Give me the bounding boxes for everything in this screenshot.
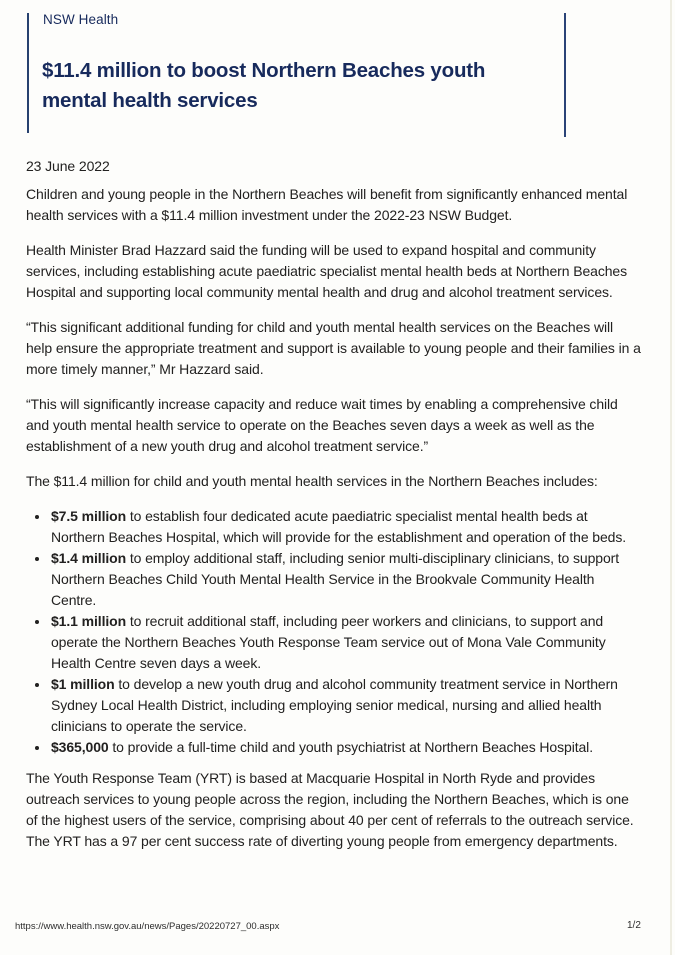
bullet-amount: $1.1 million	[51, 613, 127, 629]
header-left-rule	[27, 13, 29, 133]
bullet-text: to employ additional staff, including senior multi-disciplinary clinicians, to support Northern Beaches Child Youth Mental Health Service in the Brookvale Community Health Centre.	[51, 550, 620, 608]
header-right-rule	[564, 13, 566, 137]
date-line: 23 June 2022	[26, 158, 110, 174]
page-title: $11.4 million to boost Northern Beaches youth mental health services	[42, 59, 486, 112]
bullet-item	[50, 611, 642, 674]
bullet-amount: $365,000	[51, 739, 109, 755]
scan-edge-artifact	[670, 0, 672, 955]
footer-url: https://www.health.nsw.gov.au/news/Pages/20220727_00.aspx	[15, 921, 280, 932]
bullet-text: to provide a full-time child and youth psychiatrist at Northern Beaches Hospital.	[112, 739, 593, 755]
bullet-text: to establish four dedicated acute paediatric specialist mental health beds at Northern Beaches Hospital, which will provide for the establishment and operation of the beds.	[51, 508, 627, 545]
paragraph-quote-1: “This significant additional funding for child and youth mental health services on the Beaches will help ensure the appropriate treatment and support is available to young people and their families in a more timely manner,” Mr Hazzard said.	[26, 319, 641, 377]
article-body	[26, 156, 642, 866]
paragraph-minister: Health Minister Brad Hazzard said the funding will be used to expand hospital and community services, including establishing acute paediatric specialist mental health beds at Northern Beaches Hospital and supporting local community mental health and drug and alcohol treatment services.	[26, 242, 628, 300]
bullet-item	[50, 506, 642, 548]
bullet-amount: $7.5 million	[51, 508, 127, 524]
footer-page-number: 1/2	[627, 920, 641, 931]
header-brand: NSW Health	[43, 12, 119, 27]
bullet-item	[50, 737, 642, 758]
bullet-text: to develop a new youth drug and alcohol community treatment service in Northern Sydney Local Health District, including employing senior medical, nursing and allied health clinicians to operate the service.	[51, 676, 618, 734]
bullet-amount: $1.4 million	[51, 550, 127, 566]
bullet-item	[50, 548, 642, 611]
paragraph-intro: Children and young people in the Northern Beaches will benefit from significantly enhanced mental health services with a $11.4 million investment under the 2022-23 NSW Budget.	[26, 186, 628, 223]
bullet-amount: $1 million	[51, 676, 115, 692]
paragraph-includes: The $11.4 million for child and youth mental health services in the Northern Beaches includes:	[26, 473, 598, 489]
paragraph-quote-2: “This will significantly increase capacity and reduce wait times by enabling a comprehensive child and youth mental health service to operate on the Beaches seven days a week as well as the establishment of a new youth drug and alcohol treatment service.”	[26, 396, 618, 454]
bullet-item	[50, 674, 642, 737]
funding-bullet-list	[26, 506, 642, 758]
closing-paragraph: The Youth Response Team (YRT) is based at Macquarie Hospital in North Ryde and provides outreach services to young people across the region, including the Northern Beaches, which is one of the highest users of the service, comprising about 40 per cent of referrals to the outreach service. The YRT has a 97 per cent success rate of diverting young people from emergency departments.	[26, 770, 634, 849]
bullet-text: to recruit additional staff, including peer workers and clinicians, to support and operate the Northern Beaches Youth Response Team service out of Mona Vale Community Health Centre seven days a week.	[51, 613, 606, 671]
